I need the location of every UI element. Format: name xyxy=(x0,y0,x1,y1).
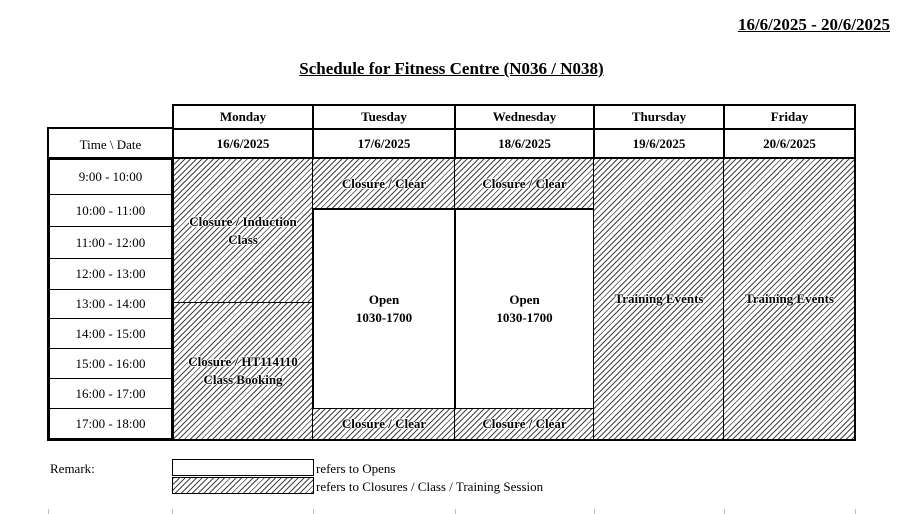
page-tick xyxy=(855,509,856,514)
page-tick xyxy=(455,509,456,514)
page-tick xyxy=(172,509,173,514)
monday-closure-class-booking-block: Closure / HT114110 Class Booking xyxy=(172,302,314,440)
time-slot: 13:00 - 14:00 xyxy=(49,289,172,319)
time-slot: 11:00 - 12:00 xyxy=(49,226,172,259)
header-date-monday: 16/6/2025 xyxy=(172,128,314,159)
remark-label: Remark: xyxy=(50,461,95,476)
page-tick xyxy=(724,509,725,514)
corner-label: Time \ Date xyxy=(47,127,174,159)
header-date-wednesday: 18/6/2025 xyxy=(454,128,595,159)
wednesday-open-block: Open 1030-1700 xyxy=(454,208,595,410)
tuesday-open-block: Open 1030-1700 xyxy=(312,208,456,410)
thursday-training-events-block: Training Events xyxy=(593,158,725,440)
wednesday-closure-clear-top-block: Closure / Clear xyxy=(454,158,595,210)
time-slot: 14:00 - 15:00 xyxy=(49,318,172,349)
monday-closure-induction-block: Closure / Induction Class xyxy=(172,158,314,304)
header-day-tuesday: Tuesday xyxy=(312,104,456,130)
legend-closure-text: refers to Closures / Class / Training Session xyxy=(316,479,544,494)
header-day-thursday: Thursday xyxy=(593,104,725,130)
legend-open-swatch xyxy=(172,459,314,476)
header-date-friday: 20/6/2025 xyxy=(723,128,856,159)
page-tick xyxy=(313,509,314,514)
legend-open-text: refers to Opens xyxy=(316,461,396,476)
page-tick xyxy=(594,509,595,514)
header-date-tuesday: 17/6/2025 xyxy=(312,128,456,159)
time-slot: 10:00 - 11:00 xyxy=(49,194,172,227)
time-slot: 15:00 - 16:00 xyxy=(49,348,172,379)
friday-training-events-block: Training Events xyxy=(723,158,856,440)
header-day-monday: Monday xyxy=(172,104,314,130)
time-slot: 9:00 - 10:00 xyxy=(49,159,172,195)
wednesday-closure-clear-bottom-block: Closure / Clear xyxy=(454,408,595,440)
time-slot: 17:00 - 18:00 xyxy=(49,408,172,439)
header-day-wednesday: Wednesday xyxy=(454,104,595,130)
header-day-friday: Friday xyxy=(723,104,856,130)
tuesday-closure-clear-top-block: Closure / Clear xyxy=(312,158,456,210)
page-title: Schedule for Fitness Centre (N036 / N038) xyxy=(299,59,604,78)
tuesday-closure-clear-bottom-block: Closure / Clear xyxy=(312,408,456,440)
legend-closure-swatch xyxy=(172,477,314,494)
time-slot: 16:00 - 17:00 xyxy=(49,378,172,409)
time-slot: 12:00 - 13:00 xyxy=(49,258,172,290)
page-tick xyxy=(48,509,49,514)
header-date-thursday: 19/6/2025 xyxy=(593,128,725,159)
date-range: 16/6/2025 - 20/6/2025 xyxy=(737,15,890,34)
